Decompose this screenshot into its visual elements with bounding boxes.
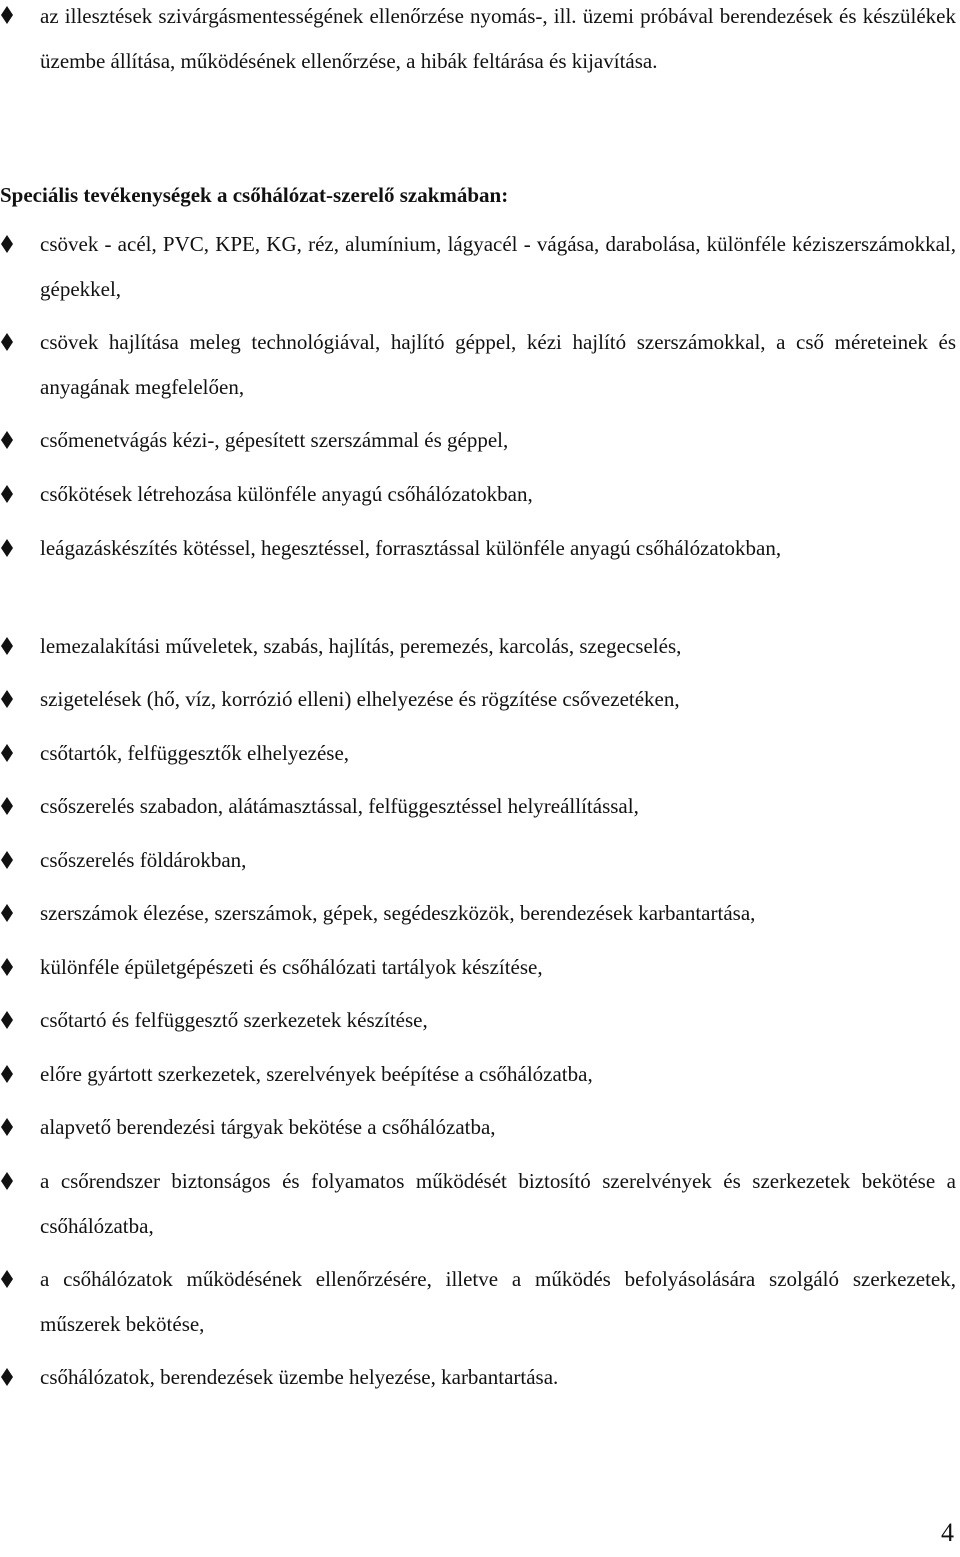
diamond-bullet-icon xyxy=(0,689,16,709)
list-item-text: csőhálózatok, berendezések üzembe helyezése, karbantartása. xyxy=(40,1365,559,1389)
list-item-text: csövek hajlítása meleg technológiával, hajlító géppel, kézi hajlító szerszámokkal, a cső méreteinek és anyagának megfelelően, xyxy=(40,330,956,399)
page-number: 4 xyxy=(941,1518,954,1547)
list-item-text: lemezalakítási műveletek, szabás, hajlítás, peremezés, karcolás, szegecselés, xyxy=(40,634,682,658)
diamond-bullet-icon xyxy=(0,903,16,923)
list-item-text: csőtartók, felfüggesztők elhelyezése, xyxy=(40,741,350,765)
diamond-bullet-icon xyxy=(0,957,16,977)
list-item-text: csövek - acél, PVC, KPE, KG, réz, alumínium, lágyacél - vágása, darabolása, különféle kéziszerszámokkal, gépekkel, xyxy=(40,232,956,301)
list-item-text: alapvető berendezési tárgyak bekötése a csőhálózatba, xyxy=(40,1115,496,1139)
diamond-bullet-icon xyxy=(0,5,16,25)
diamond-bullet-icon xyxy=(0,796,16,816)
diamond-bullet-icon xyxy=(0,1010,16,1030)
list-item-text: az illesztések szivárgásmentességének ellenőrzése nyomás-, ill. üzemi próbával berendezések és készülékek üzembe állítása, működésének ellenőrzése, a hibák feltárása és kijavítása. xyxy=(40,4,956,73)
diamond-bullet-icon xyxy=(0,1269,16,1289)
diamond-bullet-icon xyxy=(0,484,16,504)
list-item-text: csőszerelés földárokban, xyxy=(40,848,247,872)
diamond-bullet-icon xyxy=(0,743,16,763)
diamond-bullet-icon xyxy=(0,850,16,870)
diamond-bullet-icon xyxy=(0,1367,16,1387)
list-item-text: a csőhálózatok működésének ellenőrzésére, illetve a működés befolyásolására szolgáló szerkezetek, műszerek bekötése, xyxy=(40,1267,956,1336)
list-item-text: szerszámok élezése, szerszámok, gépek, segédeszközök, berendezések karbantartása, xyxy=(40,901,756,925)
diamond-bullet-icon xyxy=(0,1117,16,1137)
list-item-text: leágazáskészítés kötéssel, hegesztéssel, forrasztással különféle anyagú csőhálózatokban, xyxy=(40,536,782,560)
list-item-text: csőmenetvágás kézi-, gépesített szerszámmal és géppel, xyxy=(40,428,509,452)
diamond-bullet-icon xyxy=(0,430,16,450)
diamond-bullet-icon xyxy=(0,1064,16,1084)
diamond-bullet-icon xyxy=(0,636,16,656)
list-item-text: szigetelések (hő, víz, korrózió elleni) elhelyezése és rögzítése csővezetéken, xyxy=(40,687,680,711)
diamond-bullet-icon xyxy=(0,1171,16,1191)
section-heading: Speciális tevékenységek a csőhálózat-szerelő szakmában: xyxy=(0,183,509,207)
list-item-text: csőkötések létrehozása különféle anyagú csőhálózatokban, xyxy=(40,482,533,506)
diamond-bullet-icon xyxy=(0,332,16,352)
list-item-text: a csőrendszer biztonságos és folyamatos működését biztosító szerelvények és szerkezetek bekötése a csőhálózatba, xyxy=(40,1169,956,1238)
list-item-text: előre gyártott szerkezetek, szerelvények beépítése a csőhálózatba, xyxy=(40,1062,593,1086)
diamond-bullet-icon xyxy=(0,234,16,254)
list-item-text: csőtartó és felfüggesztő szerkezetek készítése, xyxy=(40,1008,428,1032)
list-item-text: különféle épületgépészeti és csőhálózati tartályok készítése, xyxy=(40,955,543,979)
list-item-text: csőszerelés szabadon, alátámasztással, felfüggesztéssel helyreállítással, xyxy=(40,794,639,818)
diamond-bullet-icon xyxy=(0,538,16,558)
